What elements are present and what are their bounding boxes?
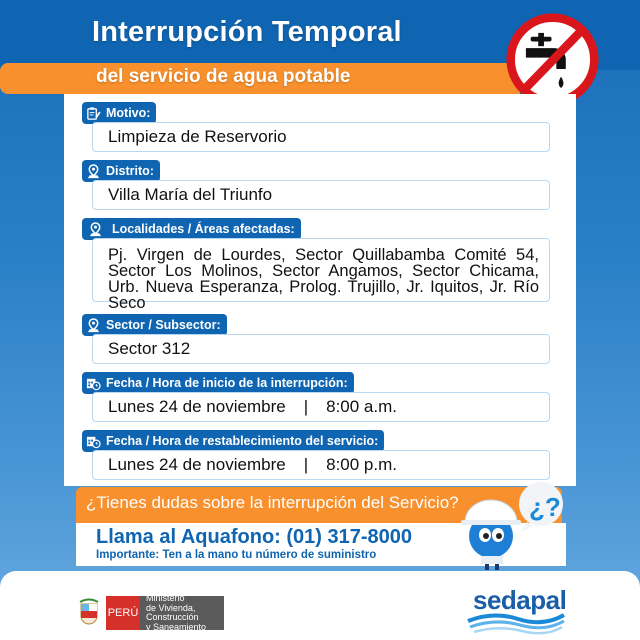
field-label-tag <box>82 372 354 394</box>
calendar-clock-icon <box>86 434 101 449</box>
location-pin-icon <box>88 222 103 237</box>
field-label: Sector / Subsector: <box>106 318 221 332</box>
help-note: Importante: Ten a la mano tu número de suministro <box>96 549 377 561</box>
field-value <box>92 450 550 480</box>
svg-text:¿?: ¿? <box>529 492 561 522</box>
field-label-tag <box>82 102 156 124</box>
date-value: Lunes 24 de noviembre <box>108 397 286 416</box>
separator: | <box>303 455 309 474</box>
page-subtitle: del servicio de agua potable <box>96 66 351 87</box>
field-label: Distrito: <box>106 164 154 178</box>
sedapal-waves-icon <box>466 583 566 635</box>
field-value <box>92 392 550 422</box>
separator: | <box>303 397 309 416</box>
mascot-water-drop-icon <box>447 478 567 570</box>
calendar-clock-icon <box>86 376 101 391</box>
sedapal-logo-text: sedapal <box>473 585 567 615</box>
field-value: Limpieza de Reservorio <box>92 122 550 152</box>
page-title: Interrupción Temporal <box>92 16 402 48</box>
field-label-tag <box>82 160 160 182</box>
field-label-tag <box>82 218 301 240</box>
field-value: Sector 312 <box>92 334 550 364</box>
field-label: Fecha / Hora de inicio de la interrupción: <box>106 376 348 390</box>
peru-label: PERÚ <box>106 596 140 630</box>
field-value: Pj. Virgen de Lourdes, Sector Quillabamba Comité 54, Sector Los Molinos, Sector Angamos, Sector Chicama, Urb. Nueva Esperanza, Prolog. Trujillo, Jr. Iquitos, Jr. Río Seco <box>92 238 550 302</box>
clipboard-edit-icon <box>86 106 101 121</box>
field-label-tag <box>82 430 384 452</box>
field-label: Motivo: <box>106 106 151 120</box>
aquafono-phone-link[interactable]: Llama al Aquafono: (01) 317-8000 <box>96 526 413 548</box>
date-value: Lunes 24 de noviembre <box>108 455 286 474</box>
location-pin-icon <box>86 164 101 179</box>
location-pin-icon <box>86 318 101 333</box>
ministry-name: Ministerio de Vivienda, Construcción y Saneamiento <box>140 596 224 630</box>
government-logo <box>74 593 224 632</box>
field-label: Fecha / Hora de restablecimiento del servicio: <box>106 434 379 448</box>
help-question: ¿Tienes dudas sobre la interrupción del Servicio? <box>86 493 459 512</box>
field-label: Localidades / Áreas afectadas: <box>112 222 295 236</box>
no-water-tap-icon <box>505 12 600 107</box>
field-label-tag <box>82 314 227 336</box>
field-value: Villa María del Triunfo <box>92 180 550 210</box>
time-value: 8:00 p.m. <box>326 455 397 474</box>
peru-coat-of-arms-icon <box>74 596 104 630</box>
time-value: 8:00 a.m. <box>326 397 397 416</box>
